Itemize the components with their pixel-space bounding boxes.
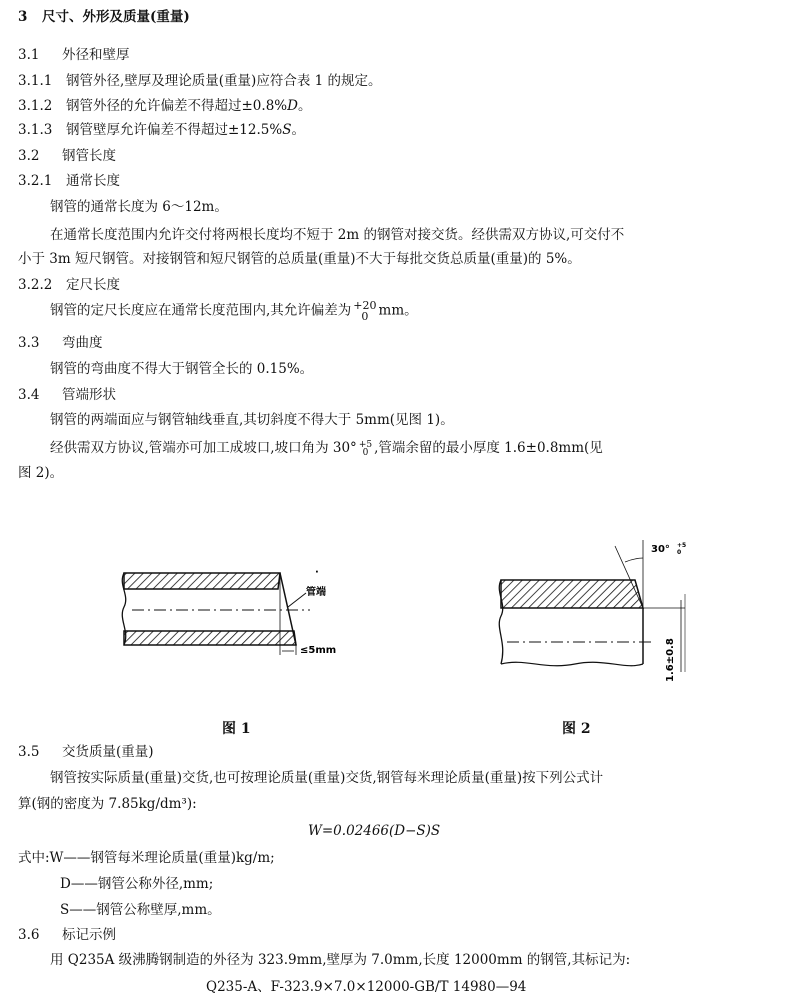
clause-3-1-1 (18, 72, 382, 90)
clause-number: 3.1.3 (18, 122, 53, 138)
unit-text: mm。 (378, 302, 418, 319)
tolerance-fraction (353, 300, 376, 322)
tolerance-upper: +20 (353, 299, 377, 312)
section-title: 尺寸、外形及质量(重量) (42, 9, 190, 25)
paragraph: 用 Q235A 级沸腾钢制造的外径为 323.9mm,壁厚为 7.0mm,长度 12000mm 的钢管,其标记为: (50, 952, 631, 968)
section-number: 3.4 (18, 387, 40, 403)
figure-2-caption: 图 2 (562, 721, 591, 737)
paragraph-text: 钢管的定尺长度应在通常长度范围内,其允许偏差为 (50, 302, 352, 319)
section-title: 钢管长度 (62, 148, 116, 164)
section-3-heading (18, 8, 190, 26)
tolerance-upper: +5 (358, 439, 373, 450)
section-title: 标记示例 (62, 927, 116, 943)
tolerance-lower: 0 (361, 310, 369, 323)
angle-arc (625, 558, 643, 562)
clause-number: 3.2.2 (18, 277, 53, 293)
pipe-wall-bottom (124, 631, 296, 645)
figure-2-bevel-diagram (485, 532, 715, 692)
angle-label: 30° (651, 544, 670, 555)
clause-text: 钢管外径的允许偏差不得超过±0.8% (66, 98, 288, 114)
dimension-label: ≤5mm (300, 645, 337, 656)
paragraph: 钢管的通常长度为 6～12m。 (50, 199, 228, 215)
marking-example: Q235-A、F-323.9×7.0×12000-GB/T 14980—94 (206, 979, 527, 995)
paragraph-continuation: 算(钢的密度为 7.85kg/dm³): (18, 796, 197, 812)
section-3-4-heading (18, 386, 116, 404)
section-title: 交货质量(重量) (62, 744, 154, 760)
paragraph-tolerance (50, 300, 418, 322)
section-number: 3.2 (18, 148, 40, 164)
paragraph: 钢管按实际质量(重量)交货,也可按理论质量(重量)交货,钢管每米理论质量(重量)按下列公式计 (50, 770, 604, 786)
figure-1-caption: 图 1 (222, 721, 251, 737)
clause-3-1-3 (18, 121, 305, 139)
clause-number: 3.1.2 (18, 98, 53, 114)
clause-title: 定尺长度 (66, 277, 120, 293)
formula-legend-s: S——钢管公称壁厚,mm。 (60, 902, 221, 918)
thickness-label: 1.6±0.8 (665, 638, 676, 682)
clause-3-1-2 (18, 97, 311, 115)
paragraph: 钢管的弯曲度不得大于钢管全长的 0.15%。 (50, 361, 314, 377)
angle-tolerance (359, 441, 372, 457)
section-3-6-heading (18, 926, 116, 944)
section-number: 3.6 (18, 927, 40, 943)
leader-line (288, 593, 306, 607)
section-3-5-heading (18, 743, 154, 761)
paragraph-text: ,管端余留的最小厚度 1.6±0.8mm(见 (374, 440, 603, 456)
punctuation: 。 (297, 98, 312, 114)
section-title: 外径和壁厚 (62, 47, 130, 63)
pipe-wall-top (124, 573, 280, 589)
paragraph: 在通常长度范围内允许交付将两根长度均不短于 2m 的钢管对接交货。经供需双方协议,可交付不 (50, 227, 625, 243)
clause-number: 3.2.1 (18, 173, 53, 189)
section-number: 3.1 (18, 47, 40, 63)
paragraph-text: 经供需双方协议,管端亦可加工成坡口,坡口角为 30° (50, 440, 357, 456)
clause-text: 钢管壁厚允许偏差不得超过±12.5% (66, 122, 283, 138)
formula-legend-w: 式中:W——钢管每米理论质量(重量)kg/m; (18, 850, 275, 866)
symbol-d: D (287, 98, 298, 114)
figure-1-pipe-end-diagram (110, 555, 370, 675)
paragraph-continuation: 小于 3m 短尺钢管。对接钢管和短尺钢管的总质量(重量)不大于每批交货总质量(重量)的 5%。 (18, 251, 581, 267)
section-number: 3 (18, 9, 28, 25)
section-title: 管端形状 (62, 387, 116, 403)
angle-tolerance-lower: 0 (677, 549, 682, 556)
paragraph-bevel (50, 439, 603, 457)
formula-legend-d: D——钢管公称外径,mm; (60, 876, 214, 892)
section-title: 弯曲度 (62, 335, 103, 351)
section-3-2-1-heading (18, 172, 120, 190)
pipe-wall (501, 580, 643, 608)
mass-formula: W=0.02466(D−S)S (308, 823, 441, 839)
dot-mark: · (315, 567, 319, 578)
section-number: 3.3 (18, 335, 40, 351)
section-number: 3.5 (18, 744, 40, 760)
paragraph: 钢管的两端面应与钢管轴线垂直,其切斜度不得大于 5mm(见图 1)。 (50, 412, 454, 428)
clause-title: 通常长度 (66, 173, 120, 189)
section-3-1-heading (18, 46, 130, 64)
pipe-end-label: 管端 (306, 587, 326, 598)
section-3-2-2-heading (18, 276, 120, 294)
section-3-3-heading (18, 334, 103, 352)
tolerance-lower: 0 (362, 447, 369, 458)
angle-tolerance-upper: +5 (677, 542, 687, 549)
clause-text: 钢管外径,壁厚及理论质量(重量)应符合表 1 的规定。 (66, 73, 382, 89)
section-3-2-heading (18, 147, 116, 165)
clause-number: 3.1.1 (18, 73, 53, 89)
symbol-s: S (282, 122, 292, 138)
break-line-bottom (501, 662, 643, 665)
paragraph-continuation: 图 2)。 (18, 465, 64, 481)
punctuation: 。 (291, 122, 305, 138)
